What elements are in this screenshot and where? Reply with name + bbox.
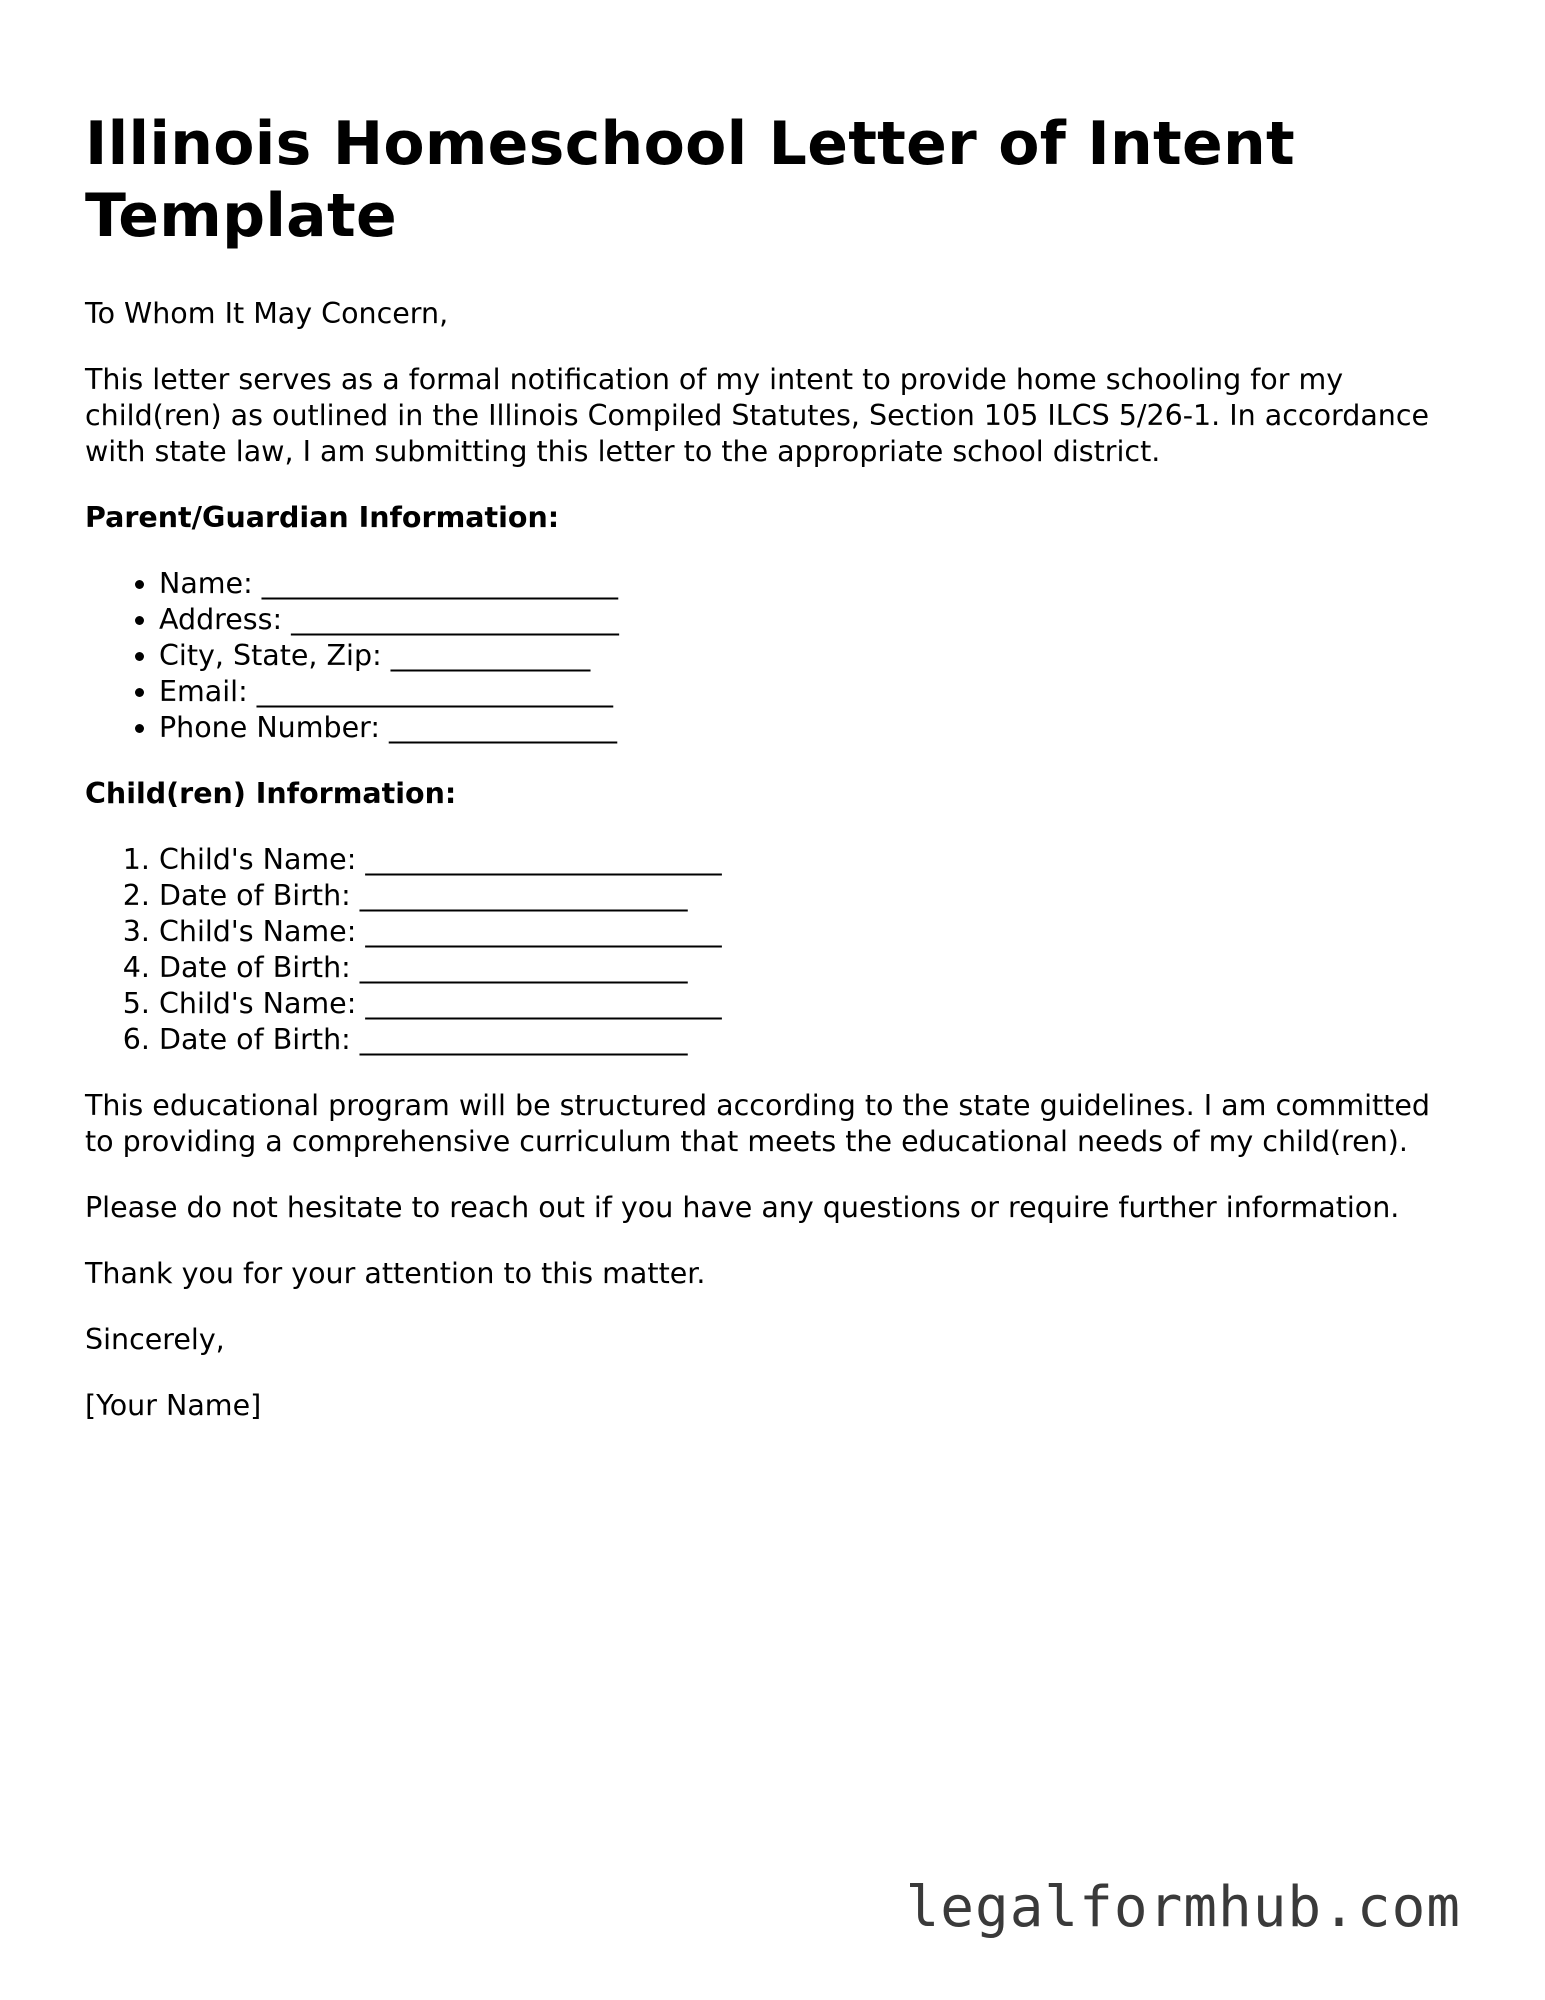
child-name-field-3: 5. Child's Name: _________________________ xyxy=(159,986,1465,1022)
contact-paragraph: Please do not hesitate to reach out if you have any questions or require further information. xyxy=(85,1191,1400,1224)
parent-city-state-zip-field: • City, State, Zip: ______________ xyxy=(159,638,1465,674)
intro-paragraph: This letter serves as a formal notification of my intent to provide home schooling for my child(ren) as outlined in the Illinois Compiled Statutes, Section 105 ILCS 5/26-1. In accordance with state law, I am submitting this letter to the appropriate school district. xyxy=(85,363,1430,468)
parent-address-field: • Address: _______________________ xyxy=(159,602,1465,638)
signature-placeholder: [Your Name] xyxy=(85,1389,262,1422)
site-watermark: legalformhub.com xyxy=(905,1875,1461,1940)
child-dob-field-2: 4. Date of Birth: _______________________ xyxy=(159,950,1465,986)
children-info-heading: Child(ren) Information: xyxy=(85,777,457,810)
child-dob-field-3: 6. Date of Birth: _______________________ xyxy=(159,1022,1465,1058)
thanks-paragraph: Thank you for your attention to this matter. xyxy=(85,1257,706,1290)
children-info-list xyxy=(85,842,1465,1058)
parent-name-field: • Name: _________________________ xyxy=(159,566,1465,602)
child-name-field-1: 1. Child's Name: _________________________ xyxy=(159,842,1465,878)
document-page xyxy=(85,108,1465,1454)
parent-info-heading: Parent/Guardian Information: xyxy=(85,501,560,534)
child-name-field-2: 3. Child's Name: _________________________ xyxy=(159,914,1465,950)
closing: Sincerely, xyxy=(85,1323,225,1356)
child-dob-field-1: 2. Date of Birth: _______________________ xyxy=(159,878,1465,914)
program-paragraph: This educational program will be structured according to the state guidelines. I am committed to providing a comprehensive curriculum that meets the educational needs of my child(ren). xyxy=(85,1089,1430,1158)
parent-phone-field: • Phone Number: ________________ xyxy=(159,710,1465,746)
parent-info-list xyxy=(85,566,1465,746)
document-title: Illinois Homeschool Letter of Intent Template xyxy=(85,109,1295,251)
salutation: To Whom It May Concern, xyxy=(85,297,449,330)
parent-email-field: • Email: _________________________ xyxy=(159,674,1465,710)
